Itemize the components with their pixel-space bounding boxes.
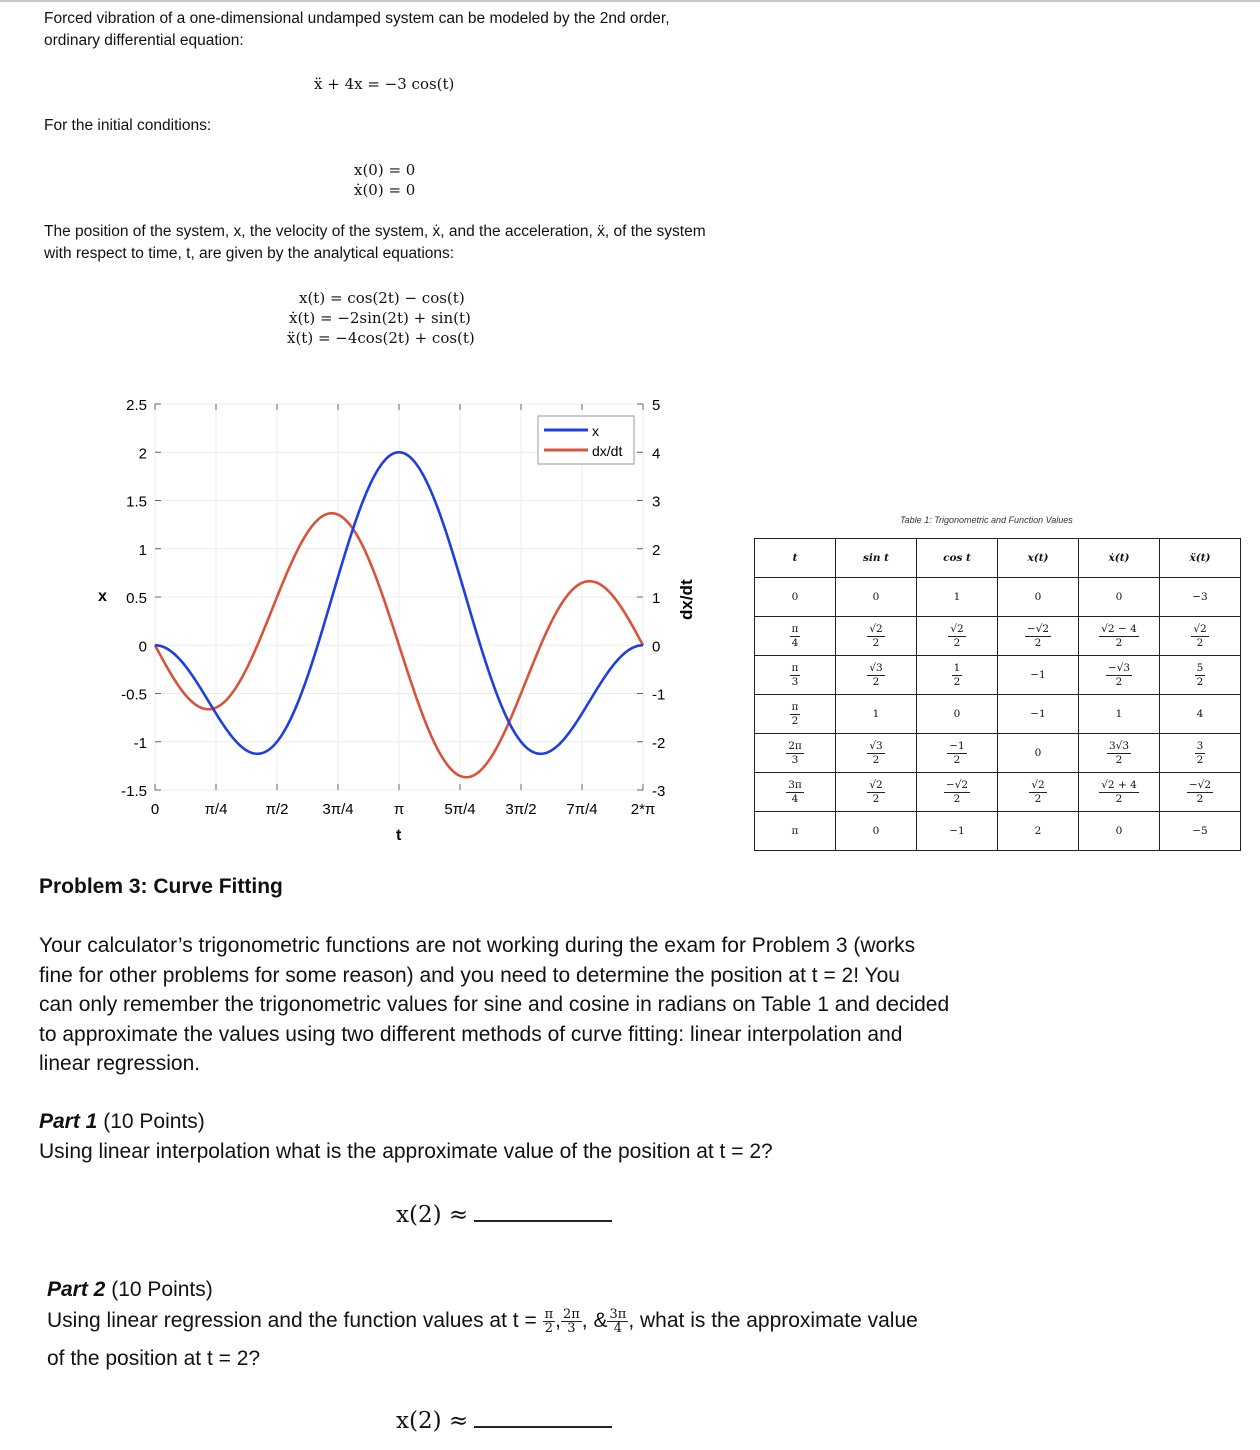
table-cell: $\frac{√2}{2}$	[917, 617, 998, 656]
tick-label-right: -3	[652, 783, 666, 800]
y-left-label: x	[98, 588, 107, 605]
table-row	[755, 695, 1241, 734]
ic-label: For the initial conditions:	[44, 117, 212, 134]
table-cell: $\frac{\pi}{2}$	[755, 695, 836, 734]
tick-label-x: 3π/2	[505, 801, 537, 818]
table-cell: $\frac{5}{2}$	[1160, 656, 1241, 695]
tick-label-x: π/2	[265, 801, 289, 818]
tick-label-x: π	[393, 801, 405, 818]
tick-label-left: -1.5	[121, 783, 147, 800]
table-cell: 2	[998, 812, 1079, 851]
table-cell: $\frac{2\pi}{3}$	[755, 734, 836, 773]
tick-label-left: 1	[138, 541, 147, 559]
response-chart	[0, 380, 740, 850]
table-cell: $\frac{√2 + 4}{2}$	[1079, 773, 1160, 812]
problem-line-4: to approximate the values using two different methods of curve fitting: linear interpolation and	[39, 1023, 903, 1046]
table-row	[755, 812, 1241, 851]
trig-table	[754, 538, 1241, 851]
tick-label-right: 2	[652, 541, 661, 559]
table-cell: $\frac{√2}{2}$	[836, 617, 917, 656]
table-cell: 0	[998, 734, 1079, 773]
intro-line-2: ordinary differential equation:	[44, 32, 244, 49]
y-right-label: dx/dt	[677, 579, 696, 620]
desc-line-2: with respect to time, t, are given by the analytical equations:	[44, 245, 455, 262]
table-cell: $\frac{-√2}{2}$	[917, 773, 998, 812]
table-header-cell: x(t)	[998, 539, 1079, 578]
table-caption: Table 1: Trigonometric and Function Values	[900, 515, 1073, 525]
legend-label-x: x	[592, 423, 599, 439]
part1-answer[interactable]: x(2) ≈	[396, 1200, 612, 1230]
part2-answer[interactable]: x(2) ≈	[396, 1406, 612, 1436]
part2-heading: Part 2 (10 Points)	[47, 1278, 213, 1301]
table-row	[755, 656, 1241, 695]
table-cell: 0	[755, 578, 836, 617]
table-cell: $\frac{3√3}{2}$	[1079, 734, 1160, 773]
table-cell: 0	[836, 578, 917, 617]
table-header-cell: ẍ(t)	[1160, 539, 1241, 578]
table-cell: π	[755, 812, 836, 851]
table-cell: 1	[917, 578, 998, 617]
part2-question: Using linear regression and the function values at t = $\frac{\pi}{2}$ , $\frac{2\pi}{3}$ , & $\frac{3\pi}{4}$ , what is the approximate value	[47, 1306, 918, 1336]
tick-label-right: -2	[652, 734, 666, 752]
table-cell: $\frac{√2}{2}$	[836, 773, 917, 812]
table-cell: 1	[1079, 695, 1160, 734]
ic-velocity: ẋ(0) = 0	[354, 181, 416, 199]
table-cell: $\frac{√2}{2}$	[1160, 617, 1241, 656]
legend-label-dxdt: dx/dt	[592, 443, 623, 459]
table-cell: −1	[998, 656, 1079, 695]
eq-velocity: ẋ(t) = −2sin(2t) + sin(t)	[289, 309, 471, 327]
table-cell: $\frac{√2 - 4}{2}$	[1079, 617, 1160, 656]
intro-line-1: Forced vibration of a one-dimensional undamped system can be modeled by the 2nd order,	[44, 10, 670, 27]
table-cell: −3	[1160, 578, 1241, 617]
table-cell: −1	[998, 695, 1079, 734]
table-cell: $\frac{\pi}{3}$	[755, 656, 836, 695]
frac-2pi-3: $\frac{2\pi}{3}$	[562, 1306, 580, 1336]
tick-label-left: 0.5	[126, 590, 147, 607]
part1-heading: Part 1 (10 Points)	[39, 1110, 205, 1133]
table-cell: $\frac{\pi}{4}$	[755, 617, 836, 656]
tick-label-left: -0.5	[121, 686, 147, 704]
part1-question: Using linear interpolation what is the approximate value of the position at t = 2?	[39, 1140, 773, 1163]
problem-line-5: linear regression.	[39, 1052, 201, 1075]
tick-label-left: 2	[138, 445, 147, 463]
table-header-row	[755, 539, 1241, 578]
table-cell: $\frac{-1}{2}$	[917, 734, 998, 773]
tick-label-left: -1	[133, 734, 147, 752]
table-row	[755, 617, 1241, 656]
tick-label-right: 0	[652, 638, 661, 656]
eq-acceleration: ẍ(t) = −4cos(2t) + cos(t)	[287, 329, 475, 347]
table-cell: $\frac{3\pi}{4}$	[755, 773, 836, 812]
tick-label-x: 5π/4	[444, 801, 476, 818]
part2-question-cont: of the position at t = 2?	[47, 1347, 261, 1370]
table-row	[755, 734, 1241, 773]
ode-equation: ẍ + 4x = −3 cos(t)	[314, 75, 455, 93]
table-cell: 0	[998, 578, 1079, 617]
table-cell: 0	[1079, 812, 1160, 851]
problem-title: Problem 3: Curve Fitting	[39, 875, 283, 898]
legend	[538, 416, 634, 464]
tick-label-left: 2.5	[126, 397, 147, 414]
problem-line-1: Your calculator’s trigonometric functions are not working during the exam for Problem 3 (works	[39, 934, 916, 957]
table-cell: $\frac{√2}{2}$	[998, 773, 1079, 812]
part2-answer-blank[interactable]	[474, 1408, 612, 1428]
table-row	[755, 578, 1241, 617]
table-cell: $\frac{√3}{2}$	[836, 734, 917, 773]
table-cell: $\frac{3}{2}$	[1160, 734, 1241, 773]
table-cell: $\frac{-√2}{2}$	[998, 617, 1079, 656]
table-cell: $\frac{1}{2}$	[917, 656, 998, 695]
table-header-cell: sin t	[836, 539, 917, 578]
tick-label-x: 7π/4	[566, 801, 598, 818]
table-cell: $\frac{-√2}{2}$	[1160, 773, 1241, 812]
tick-label-x: 0	[150, 801, 160, 818]
tick-label-right: 4	[652, 445, 661, 463]
tick-label-right: 3	[652, 493, 661, 511]
tick-label-right: -1	[652, 686, 666, 704]
ic-position: x(0) = 0	[354, 161, 416, 179]
table-cell: −5	[1160, 812, 1241, 851]
frac-pi-2: $\frac{\pi}{2}$	[544, 1306, 554, 1336]
table-cell: $\frac{√3}{2}$	[836, 656, 917, 695]
table-cell: $\frac{-√3}{2}$	[1079, 656, 1160, 695]
tick-label-right: 5	[652, 397, 661, 414]
tick-label-x: 3π/4	[322, 801, 354, 818]
tick-label-x: 2*π	[630, 801, 656, 818]
table-row	[755, 773, 1241, 812]
problem-line-3: can only remember the trigonometric values for sine and cosine in radians on Table 1 and decided	[39, 993, 950, 1016]
table-cell: 0	[1079, 578, 1160, 617]
tick-label-left: 0	[138, 638, 147, 656]
tick-label-right: 1	[652, 590, 661, 607]
eq-position: x(t) = cos(2t) − cos(t)	[299, 289, 465, 307]
x-label: t	[396, 827, 402, 844]
problem-line-2: fine for other problems for some reason) and you need to determine the position at t = 2! You	[39, 964, 900, 987]
table-cell: 4	[1160, 695, 1241, 734]
tick-label-x: π/4	[204, 801, 228, 818]
part1-answer-blank[interactable]	[474, 1202, 612, 1222]
tick-label-left: 1.5	[126, 493, 147, 511]
table-cell: −1	[917, 812, 998, 851]
table-cell: 0	[917, 695, 998, 734]
table-header-cell: cos t	[917, 539, 998, 578]
desc-line-1: The position of the system, x, the velocity of the system, ẋ, and the acceleration, ẍ, of the system	[44, 223, 706, 240]
table-cell: 1	[836, 695, 917, 734]
table-header-cell: ẋ(t)	[1079, 539, 1160, 578]
top-rule	[0, 0, 1260, 2]
table-header-cell: t	[755, 539, 836, 578]
table-cell: 0	[836, 812, 917, 851]
frac-3pi-4: $\frac{3\pi}{4}$	[609, 1306, 627, 1336]
